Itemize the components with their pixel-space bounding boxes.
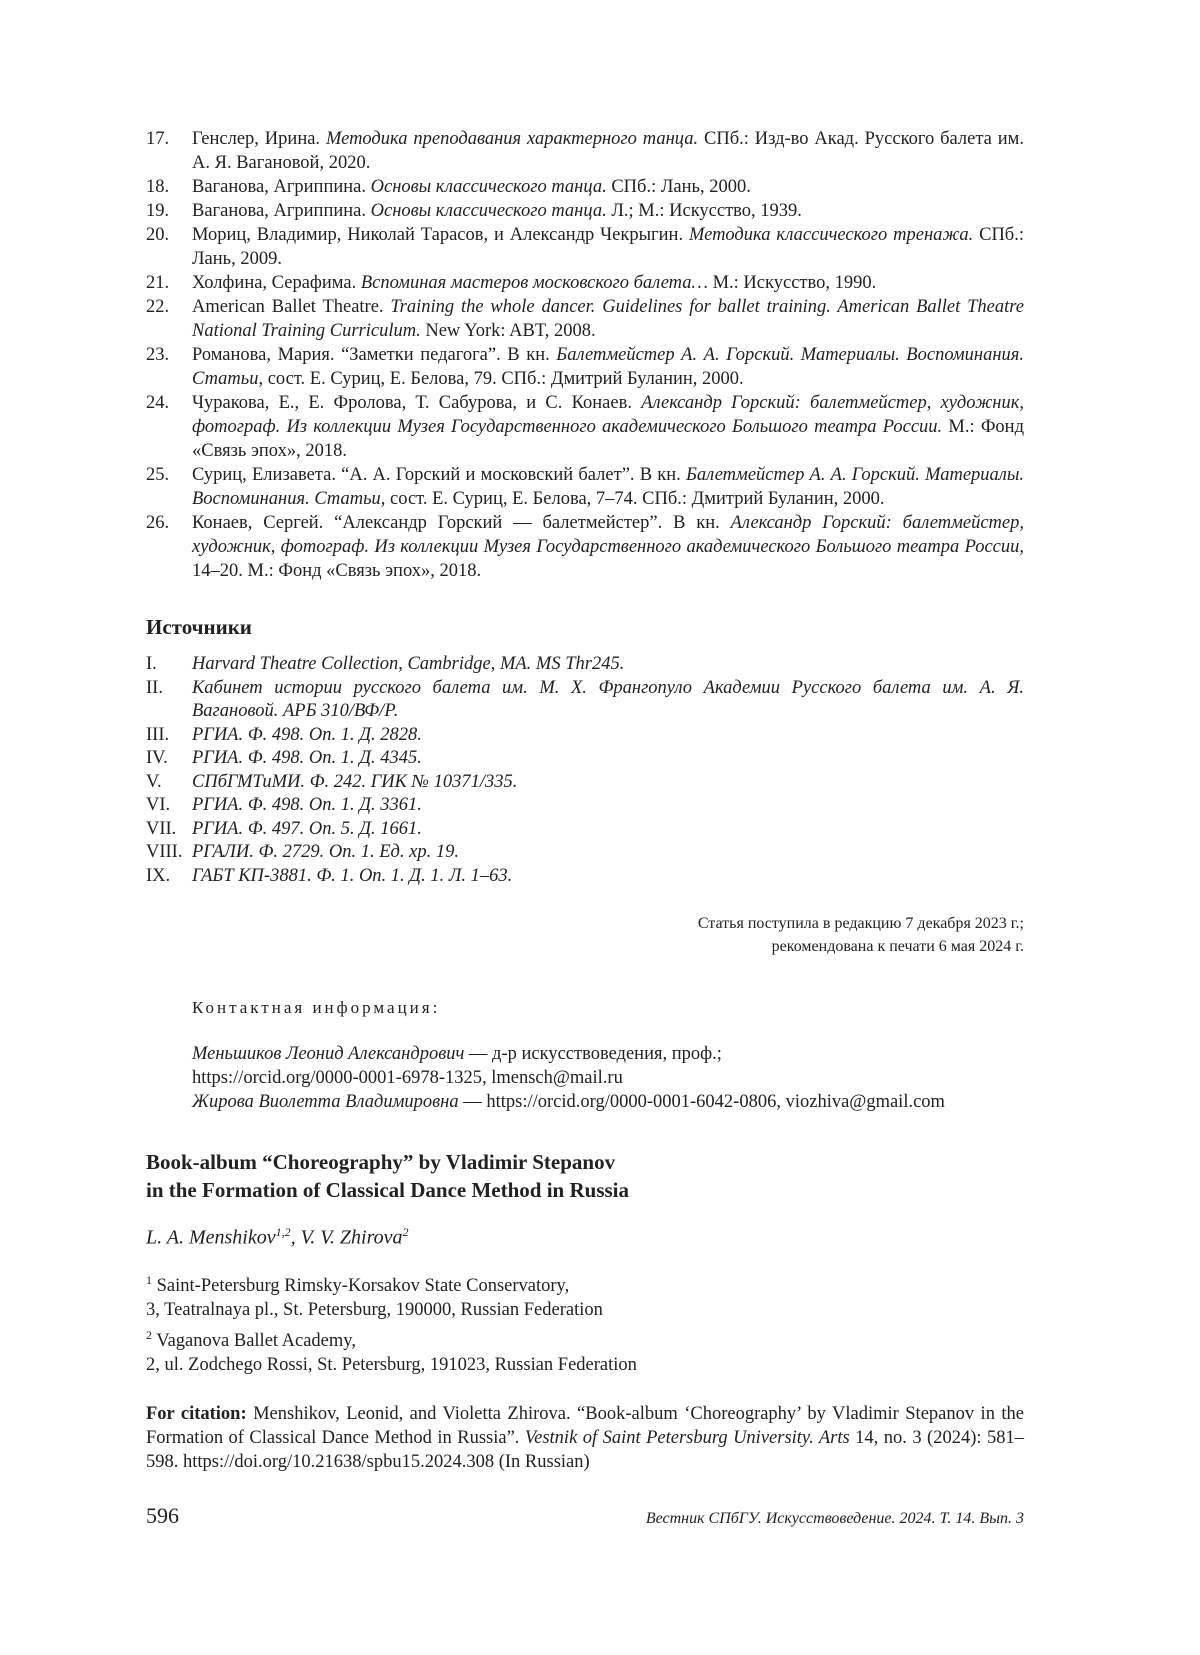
source-number: IX. bbox=[146, 865, 171, 886]
source-number: VIII. bbox=[146, 842, 183, 862]
reference-text bbox=[192, 511, 1024, 583]
reference-part: , 14–20. М.: Фонд «Связь эпох», 2018. bbox=[192, 537, 1024, 581]
reference-part: М.: Фонд «Связь эпох», 2018. bbox=[192, 417, 1024, 461]
reference-part: , сост. Е. Суриц, Е. Белова, 7–74. СПб.: Дмитрий Буланин, 2000. bbox=[380, 489, 885, 509]
reference-title: Александр Горский: балетмейстер, художник, фотограф. Из коллекции Музея Государственного академического Большого театра России bbox=[192, 513, 1024, 557]
reference-number: 23. bbox=[146, 345, 170, 365]
affil2-line1: Vaganova Ballet Academy, bbox=[152, 1330, 356, 1351]
author-sep: , bbox=[290, 1226, 301, 1249]
reference-title: Основы классического танца. bbox=[370, 177, 607, 197]
english-title-line2: in the Formation of Classical Dance Method in Russia bbox=[146, 1178, 629, 1202]
reference-part: Чуракова, Е., Е. Фролова, Т. Сабурова, и С. Конаев. bbox=[192, 393, 642, 413]
reference-item bbox=[146, 391, 1024, 463]
source-item bbox=[146, 677, 1024, 724]
person2-name: Жирова Виолетта Владимировна bbox=[192, 1092, 459, 1112]
affil1-sup: 1 bbox=[146, 1272, 152, 1287]
reference-title: Балетмейстер А. А. Горский. Материалы. Воспоминания. Статьи bbox=[192, 345, 1024, 389]
source-number: IV. bbox=[146, 748, 168, 768]
source-item bbox=[146, 841, 1024, 865]
english-authors bbox=[146, 1220, 1024, 1250]
reference-item bbox=[146, 343, 1024, 391]
source-number: V. bbox=[146, 771, 162, 792]
reference-part: СПб.: Лань, 2009. bbox=[192, 225, 1024, 269]
reference-part: , сост. Е. Суриц, Е. Белова, 79. СПб.: Дмитрий Буланин, 2000. bbox=[258, 369, 744, 389]
author2-sup: 2 bbox=[402, 1225, 409, 1239]
reference-text bbox=[192, 463, 1024, 511]
affil1-line2: 3, Teatralnaya pl., St. Petersburg, 190000, Russian Federation bbox=[146, 1300, 603, 1321]
author2: V. V. Zhirova bbox=[300, 1226, 403, 1249]
affil2-line2: 2, ul. Zodchego Rossi, St. Petersburg, 191023, Russian Federation bbox=[146, 1355, 637, 1376]
source-text: Кабинет истории русского балета им. М. Х. Франгопуло Академии Русского балета им. А. Я. Вагановой. АРБ 310/ВФ/Р. bbox=[192, 677, 1024, 721]
source-text: РГИА. Ф. 498. Оп. 1. Д. 4345. bbox=[192, 748, 422, 768]
reference-number: 25. bbox=[146, 465, 170, 485]
citation bbox=[146, 1402, 1024, 1474]
source-number: VI. bbox=[146, 795, 171, 815]
reference-part: American Ballet Theatre. bbox=[192, 297, 391, 317]
source-text: СПбГМТиМИ. Ф. 242. ГИК № 10371/335. bbox=[192, 771, 518, 792]
reference-text bbox=[192, 295, 1024, 343]
english-title bbox=[146, 1148, 1024, 1204]
page-content bbox=[146, 127, 1024, 1474]
source-text: РГИА. Ф. 498. Оп. 1. Д. 3361. bbox=[192, 795, 422, 815]
reference-item bbox=[146, 295, 1024, 343]
reference-item bbox=[146, 463, 1024, 511]
source-number: I. bbox=[146, 654, 157, 674]
reference-part: Ваганова, Агриппина. bbox=[192, 177, 371, 197]
source-number: II. bbox=[146, 677, 163, 698]
author1: L. A. Menshikov bbox=[146, 1226, 276, 1249]
reference-title: Александр Горский: балетмейстер, художник, фотограф. Из коллекции Музея Государственного академического Большого театра России. bbox=[192, 393, 1024, 437]
affil2-sup: 2 bbox=[146, 1327, 152, 1342]
reference-text bbox=[192, 175, 1024, 199]
reference-number: 26. bbox=[146, 513, 170, 533]
reference-part: СПб.: Изд-во Акад. Русского балета им. А. Я. Вагановой, 2020. bbox=[192, 129, 1024, 173]
source-item bbox=[146, 653, 1024, 677]
affiliations bbox=[146, 1268, 1024, 1378]
reference-title: Training the whole dancer. Guidelines for ballet training. American Ballet Theatre National Training Curriculum. bbox=[192, 297, 1024, 341]
reference-part: Генслер, Ирина. bbox=[192, 129, 326, 149]
source-text: Harvard Theatre Collection, Cambridge, MA. MS Thr245. bbox=[192, 654, 625, 674]
reference-part: Романова, Мария. “Заметки педагога”. В кн. bbox=[192, 345, 557, 365]
reference-title: Балетмейстер А. А. Горский. Материалы. Воспоминания. Статьи bbox=[192, 465, 1025, 509]
reference-item bbox=[146, 223, 1024, 271]
source-number: VII. bbox=[146, 818, 177, 839]
person2-links[interactable]: — https://orcid.org/0000-0001-6042-0806, viozhiva@gmail.com bbox=[458, 1092, 945, 1112]
reference-text bbox=[192, 343, 1024, 391]
reference-text bbox=[192, 391, 1024, 463]
source-item bbox=[146, 771, 1024, 795]
reference-number: 18. bbox=[146, 177, 170, 197]
source-text: РГАЛИ. Ф. 2729. Оп. 1. Ед. хр. 19. bbox=[192, 842, 459, 862]
reference-part: Мориц, Владимир, Николай Тарасов, и Александр Чекрыгин. bbox=[192, 225, 689, 245]
person1-role: — д-р искусствоведения, проф.; bbox=[464, 1044, 722, 1064]
reference-number: 21. bbox=[146, 273, 170, 293]
reference-text bbox=[192, 223, 1024, 271]
reference-part: Ваганова, Агриппина. bbox=[192, 201, 371, 221]
reference-text bbox=[192, 271, 1024, 295]
reference-item bbox=[146, 271, 1024, 295]
reference-item bbox=[146, 511, 1024, 583]
reference-title: Методика преподавания характерного танца. bbox=[325, 129, 699, 149]
sources-list bbox=[146, 653, 1024, 888]
source-text: РГИА. Ф. 497. Оп. 5. Д. 1661. bbox=[192, 818, 422, 839]
reference-number: 17. bbox=[146, 129, 170, 149]
person1-links[interactable]: https://orcid.org/0000-0001-6978-1325, lmensch@mail.ru bbox=[192, 1068, 623, 1088]
source-number: III. bbox=[146, 724, 170, 745]
reference-part: New York: ABT, 2008. bbox=[420, 321, 596, 341]
reference-part: Холфина, Серафима. bbox=[192, 273, 361, 293]
reference-title: Методика классического тренажа. bbox=[688, 225, 974, 245]
source-item bbox=[146, 865, 1024, 889]
reference-number: 19. bbox=[146, 201, 170, 221]
author1-sup: 1,2 bbox=[275, 1225, 291, 1239]
source-item bbox=[146, 818, 1024, 842]
reference-number: 22. bbox=[146, 297, 170, 317]
reference-title: Вспоминая мастеров московского балета… bbox=[360, 273, 708, 293]
reference-list bbox=[146, 127, 1024, 583]
reference-title: Основы классического танца. bbox=[370, 201, 607, 221]
source-item bbox=[146, 794, 1024, 818]
reference-part: М.: Искусство, 1990. bbox=[707, 273, 877, 293]
reference-part: Конаев, Сергей. “Александр Горский — балетмейстер”. В кн. bbox=[192, 513, 731, 533]
citation-text: Menshikov, Leonid, and Violetta Zhirova. “Book-album ‘Choreography’ by Vladimir Stepanov in the Formation of Classical Dance Method in Russia”. bbox=[146, 1403, 1024, 1448]
source-text: ГАБТ КП-3881. Ф. 1. Оп. 1. Д. 1. Л. 1–63. bbox=[192, 865, 513, 886]
reference-text bbox=[192, 199, 1024, 223]
citation-journal: Vestnik of Saint Petersburg University. Arts bbox=[524, 1427, 850, 1448]
english-title-line1: Book-album “Choreography” by Vladimir Stepanov bbox=[146, 1150, 616, 1174]
person1-name: Меньшиков Леонид Александрович bbox=[192, 1044, 465, 1064]
reference-part: Л.; М.: Искусство, 1939. bbox=[606, 201, 802, 221]
received-note bbox=[146, 912, 1024, 958]
source-text: РГИА. Ф. 498. Оп. 1. Д. 2828. bbox=[192, 724, 422, 745]
reference-item bbox=[146, 127, 1024, 175]
citation-label: For citation: bbox=[146, 1403, 247, 1424]
journal-running-title: Вестник СПбГУ. Искусствоведение. 2024. Т. 14. Вып. 3 bbox=[645, 1510, 1024, 1527]
received-line: Статья поступила в редакцию 7 декабря 2023 г.; bbox=[697, 915, 1024, 932]
accepted-line: рекомендована к печати 6 мая 2024 г. bbox=[771, 938, 1024, 955]
reference-number: 24. bbox=[146, 393, 170, 413]
reference-part: Суриц, Елизавета. “А. А. Горский и московский балет”. В кн. bbox=[192, 465, 687, 485]
contact-heading: Контактная информация: bbox=[192, 998, 441, 1017]
reference-number: 20. bbox=[146, 225, 170, 245]
affil1-line1: Saint-Petersburg Rimsky-Korsakov State Conservatory, bbox=[152, 1275, 570, 1296]
page-number: 596 bbox=[146, 1503, 179, 1528]
reference-part: СПб.: Лань, 2000. bbox=[606, 177, 751, 197]
reference-item bbox=[146, 175, 1024, 199]
contact-info bbox=[192, 1042, 1024, 1114]
reference-item bbox=[146, 199, 1024, 223]
citation-tail[interactable]: 14, no. 3 (2024): 581–598. https://doi.org/10.21638/spbu15.2024.308 (In Russian) bbox=[146, 1427, 1024, 1472]
source-item bbox=[146, 724, 1024, 748]
reference-text bbox=[192, 127, 1024, 175]
page-footer bbox=[146, 1503, 1024, 1529]
sources-heading: Источники bbox=[146, 615, 252, 639]
source-item bbox=[146, 747, 1024, 771]
